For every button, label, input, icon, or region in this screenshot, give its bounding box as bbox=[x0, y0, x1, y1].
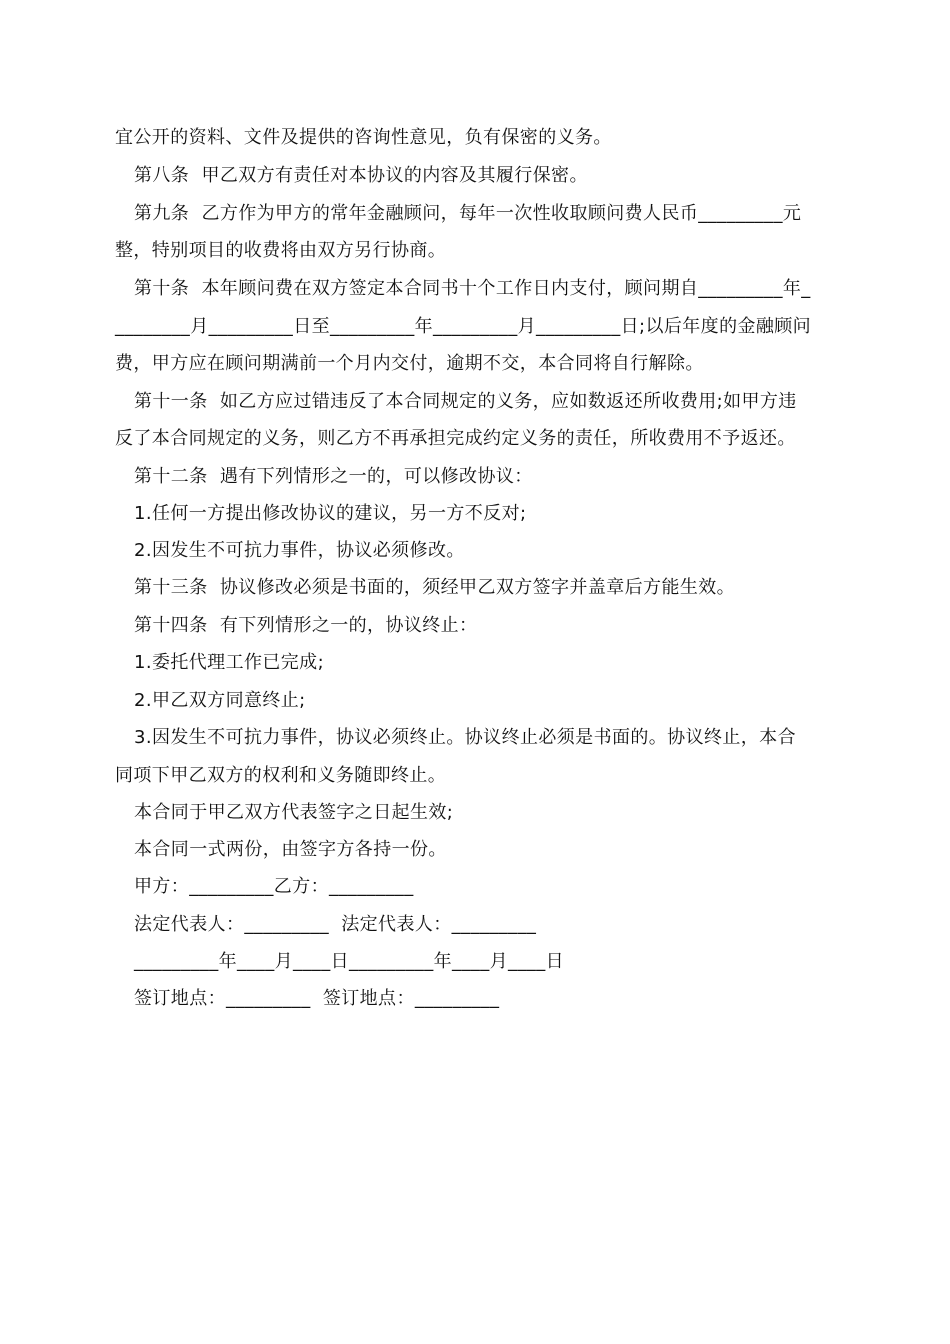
article-9: 第九条 乙方作为甲方的常年金融顾问，每年一次性收取顾问费人民币_________元 bbox=[134, 203, 802, 224]
list-item: 2.甲乙双方同意终止; bbox=[134, 690, 306, 711]
text-line: 费，甲方应在顾问期满前一个月内交付，逾期不交，本合同将自行解除。 bbox=[115, 353, 704, 374]
list-item: 3.因发生不可抗力事件，协议必须终止。协议终止必须是书面的。协议终止，本合 bbox=[134, 727, 796, 748]
text-line: 反了本合同规定的义务，则乙方不再承担完成约定义务的责任，所收费用不予返还。 bbox=[115, 428, 796, 449]
signing-place-line: 签订地点：_________ 签订地点：_________ bbox=[134, 988, 500, 1009]
copies-clause: 本合同一式两份，由签字方各持一份。 bbox=[134, 839, 447, 860]
text-line: 宜公开的资料、文件及提供的咨询性意见，负有保密的义务。 bbox=[115, 127, 612, 148]
text-line: 整，特别项目的收费将由双方另行协商。 bbox=[115, 240, 447, 261]
text-line: ________月_________日至_________年_________月_________日;以后年度的金融顾问 bbox=[115, 316, 812, 337]
list-item: 1.任何一方提出修改协议的建议，另一方不反对; bbox=[134, 503, 527, 524]
effective-clause: 本合同于甲乙双方代表签字之日起生效; bbox=[134, 802, 454, 823]
text-line: 同项下甲乙双方的权利和义务随即终止。 bbox=[115, 765, 447, 786]
article-10: 第十条 本年顾问费在双方签定本合同书十个工作日内支付，顾问期自_________年_ bbox=[134, 278, 811, 299]
list-item: 2.因发生不可抗力事件，协议必须修改。 bbox=[134, 540, 465, 561]
article-12: 第十二条 遇有下列情形之一的，可以修改协议： bbox=[134, 466, 533, 487]
article-14: 第十四条 有下列情形之一的，协议终止： bbox=[134, 615, 478, 636]
legal-representative-line: 法定代表人：_________ 法定代表人：_________ bbox=[134, 914, 537, 935]
party-signature-line: 甲方：_________乙方：_________ bbox=[134, 876, 414, 897]
list-item: 1.委托代理工作已完成; bbox=[134, 652, 325, 673]
article-8: 第八条 甲乙双方有责任对本协议的内容及其履行保密。 bbox=[134, 165, 588, 186]
article-13: 第十三条 协议修改必须是书面的，须经甲乙双方签字并盖章后方能生效。 bbox=[134, 577, 736, 598]
article-11: 第十一条 如乙方应过错违反了本合同规定的义务，应如数返还所收费用;如甲方违 bbox=[134, 391, 797, 412]
date-line: _________年____月____日_________年____月____日 bbox=[134, 951, 564, 972]
